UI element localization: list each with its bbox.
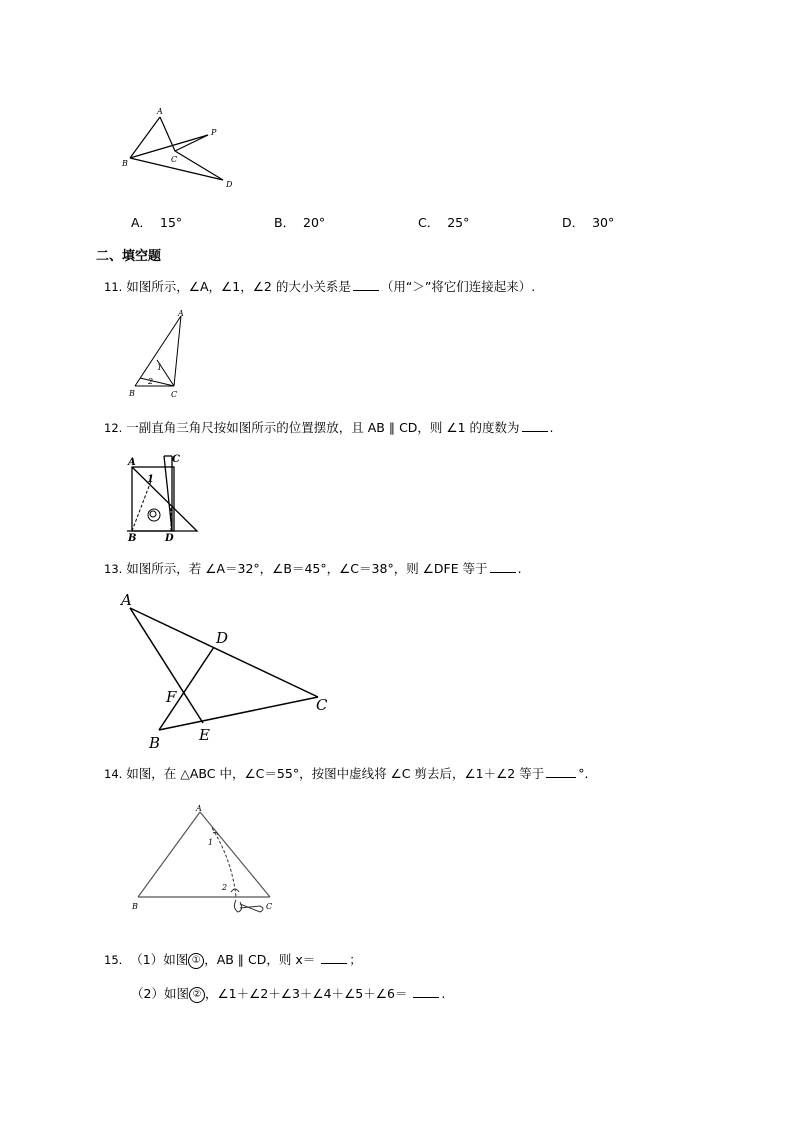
- q12-text-b: .: [549, 420, 554, 435]
- q13-label-f: F: [166, 688, 177, 706]
- q11-text-b: （用“＞”将它们连接起来）.: [380, 279, 536, 294]
- q10-option-b[interactable]: [274, 213, 325, 231]
- q11-figure: [125, 308, 205, 403]
- q11-number: 11.: [104, 280, 123, 294]
- q10-label-b: B: [122, 159, 128, 168]
- q12-figure: [125, 448, 205, 543]
- q14-number: 14.: [104, 767, 123, 781]
- q13-label-c: C: [316, 696, 328, 714]
- q15-part1-answer-blank[interactable]: [321, 951, 347, 964]
- q13-label-a: A: [121, 591, 132, 609]
- q11-label-a: A: [178, 309, 184, 318]
- q10-label-a: A: [157, 107, 163, 116]
- q15-part1: [104, 951, 362, 969]
- q13-label-d: D: [216, 629, 229, 647]
- q15-part2-answer-blank[interactable]: [413, 985, 439, 998]
- q11-question: [104, 278, 535, 295]
- q11-label-1: 1: [157, 363, 163, 372]
- q11-label-b: B: [129, 389, 135, 398]
- q13-text-b: .: [517, 561, 522, 576]
- q10-option-c-value: 25°: [447, 215, 470, 230]
- q14-label-a: A: [196, 804, 202, 813]
- q15-part2: [131, 985, 445, 1003]
- q12-text-a: 一副直角三角尺按如图所示的位置摆放，且 AB ∥ CD，则 ∠1 的度数为: [126, 420, 520, 435]
- q10-option-b-key: B．: [274, 215, 296, 230]
- q14-label-2: 2: [222, 883, 228, 892]
- q15-figure-2-marker: ②: [189, 987, 205, 1003]
- q11-label-c: C: [171, 390, 178, 399]
- q11-label-2: 2: [148, 377, 154, 386]
- q14-text-a: 如图，在 △ABC 中，∠C＝55°，按图中虚线将 ∠C 剪去后，∠1＋∠2 等于: [126, 766, 545, 781]
- q15-part1-end: ；: [349, 952, 362, 967]
- q13-answer-blank[interactable]: [490, 560, 516, 573]
- q12-label-d: D: [165, 533, 174, 544]
- q12-label-c: C: [172, 454, 180, 465]
- q13-text-a: 如图所示，若 ∠A＝32°，∠B＝45°，∠C＝38°，则 ∠DFE 等于: [126, 561, 488, 576]
- q13-figure: [115, 590, 345, 755]
- q15-number: 15.: [104, 953, 123, 967]
- q14-answer-blank[interactable]: [546, 765, 576, 778]
- q14-text-b: °.: [578, 766, 589, 781]
- q15-part1-text: ，AB ∥ CD，则 x＝: [204, 952, 316, 967]
- q10-label-d: D: [226, 180, 233, 189]
- q10-label-c: C: [171, 155, 178, 164]
- q10-figure: [120, 105, 250, 195]
- q12-question: [104, 419, 554, 436]
- q15-part2-text: ，∠1＋∠2＋∠3＋∠4＋∠5＋∠6＝: [204, 986, 408, 1001]
- q10-option-c[interactable]: [418, 213, 469, 231]
- q14-label-1: 1: [208, 838, 214, 847]
- q10-option-d-value: 30°: [592, 215, 615, 230]
- q10-option-c-key: C．: [418, 215, 440, 230]
- q12-label-b: B: [128, 533, 137, 544]
- q14-question: [104, 765, 588, 782]
- q15-part2-end: .: [441, 986, 446, 1001]
- q11-answer-blank[interactable]: [353, 278, 379, 291]
- q14-label-c: C: [266, 902, 273, 911]
- q10-option-a-value: 15°: [160, 215, 183, 230]
- q14-label-b: B: [132, 902, 138, 911]
- q10-option-b-value: 20°: [303, 215, 326, 230]
- q15-figure-1-marker: ①: [188, 953, 204, 969]
- q12-label-1: 1: [147, 474, 154, 485]
- q10-option-d[interactable]: [562, 213, 614, 231]
- q12-number: 12.: [104, 421, 123, 435]
- q12-label-a: A: [128, 457, 136, 468]
- q13-label-b: B: [149, 734, 161, 752]
- q10-option-d-key: D．: [562, 215, 585, 230]
- q13-number: 13.: [104, 562, 123, 576]
- section-title: 二、填空题: [96, 249, 162, 264]
- q10-option-a-key: A．: [131, 215, 153, 230]
- q11-text-a: 如图所示，∠A，∠1，∠2 的大小关系是: [126, 279, 351, 294]
- q15-part1-prefix: （1）如图: [130, 952, 189, 967]
- q14-figure: [128, 800, 288, 915]
- q13-question: [104, 560, 522, 577]
- q13-label-e: E: [199, 726, 210, 744]
- q10-option-a[interactable]: [131, 213, 182, 231]
- q12-answer-blank[interactable]: [522, 419, 548, 432]
- q10-label-p: P: [211, 128, 217, 137]
- q15-part2-prefix: （2）如图: [131, 986, 189, 1001]
